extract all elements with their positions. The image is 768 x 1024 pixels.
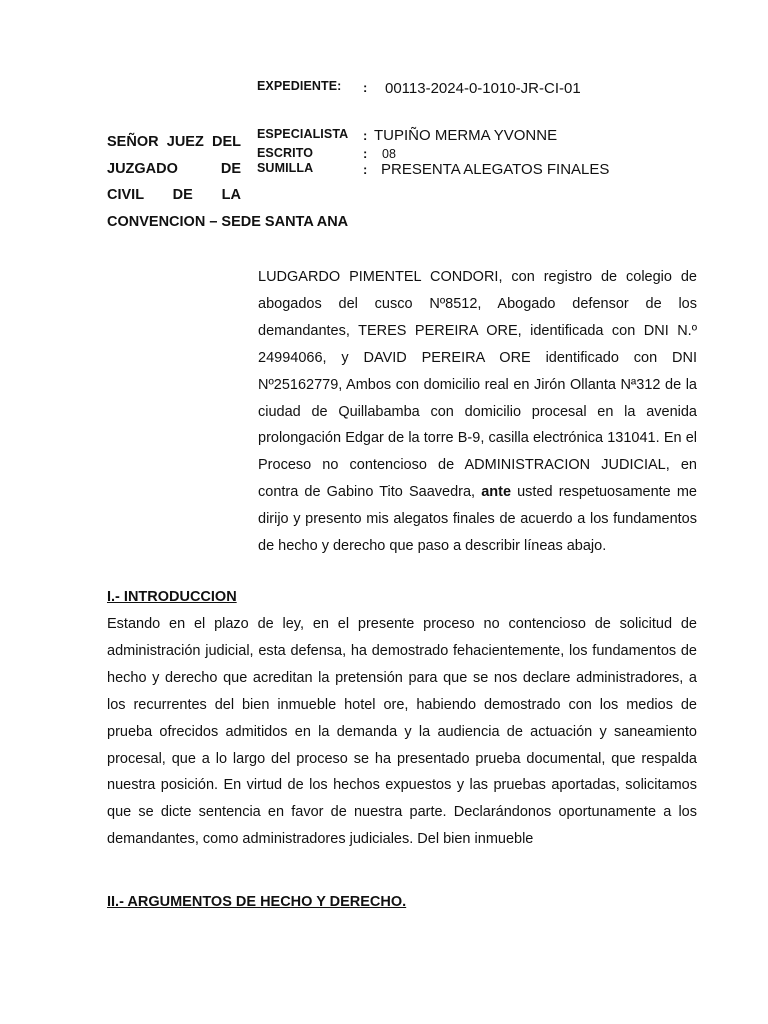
especialista-colon: :	[363, 128, 368, 143]
addressee-line-2: JUZGADO DE	[107, 160, 241, 177]
especialista-value: TUPIÑO MERMA YVONNE	[374, 127, 558, 144]
intro-text-bold: ante	[481, 484, 512, 501]
addressee-line-4: CONVENCION – SEDE SANTA ANA	[107, 213, 349, 230]
addressee-line-1: SEÑOR JUEZ DEL	[107, 134, 241, 150]
escrito-label: ESCRITO	[257, 146, 314, 160]
section-1-heading: I.- INTRODUCCION	[107, 589, 237, 605]
addressee-line-3: CIVIL DE LA	[107, 187, 241, 203]
escrito-value: 08	[382, 147, 396, 161]
expediente-label: EXPEDIENTE:	[257, 79, 342, 93]
expediente-colon: :	[363, 80, 368, 95]
intro-text-after: usted respetuosamente me dirijo y presento mis alegatos finales de acuerdo a los fundamentos de hecho y derecho que paso a describir líneas abajo.	[258, 484, 697, 555]
intro-paragraph	[258, 264, 697, 560]
sumilla-label: SUMILLA	[257, 161, 314, 175]
addressee-block	[107, 129, 348, 235]
section-2-heading: II.- ARGUMENTOS DE HECHO Y DERECHO.	[107, 894, 407, 910]
sumilla-colon: :	[363, 162, 368, 177]
section-1-body: Estando en el plazo de ley, en el presente proceso no contencioso de solicitud de administración judicial, esta defensa, ha demostrado fehacientemente, los fundamentos de hecho y derecho que acreditan la pretensión para que se nos declare administradores, a los recurrentes del bien inmueble hotel ore, habiendo demostrado con los medios de prueba ofrecidos admitidos en la demanda y la audiencia de actuación y saneamiento procesal, que a lo largo del proceso se ha presentado prueba documental, que respalda nuestra posición. En virtud de los hechos expuestos y las pruebas aportadas, solicitamos que se dicte sentencia en favor de nuestra parte. Declarándonos oportunamente a los demandantes, como administradores judiciales. Del bien inmueble	[107, 616, 697, 848]
expediente-value: 00113-2024-0-1010-JR-CI-01	[385, 80, 581, 97]
escrito-colon: :	[363, 146, 368, 161]
especialista-label: ESPECIALISTA	[257, 127, 349, 141]
sumilla-value: PRESENTA ALEGATOS FINALES	[381, 161, 610, 178]
intro-text-before: LUDGARDO PIMENTEL CONDORI, con registro de colegio de abogados del cusco Nº8512, Abogado defensor de los demandantes, TERES PEREIRA ORE, identificada con DNI N.º 24994066, y DAVID PEREIRA ORE identificado con DNI Nº25162779, Ambos con domicilio real en Jirón Ollanta Nª312 de la ciudad de Quillabamba con domicilio procesal en la avenida prolongación Edgar de la torre B-9, casilla electrónica 131041. En el Proceso no contencioso de ADMINISTRACION JUDICIAL, en contra de Gabino Tito Saavedra,	[258, 269, 697, 501]
